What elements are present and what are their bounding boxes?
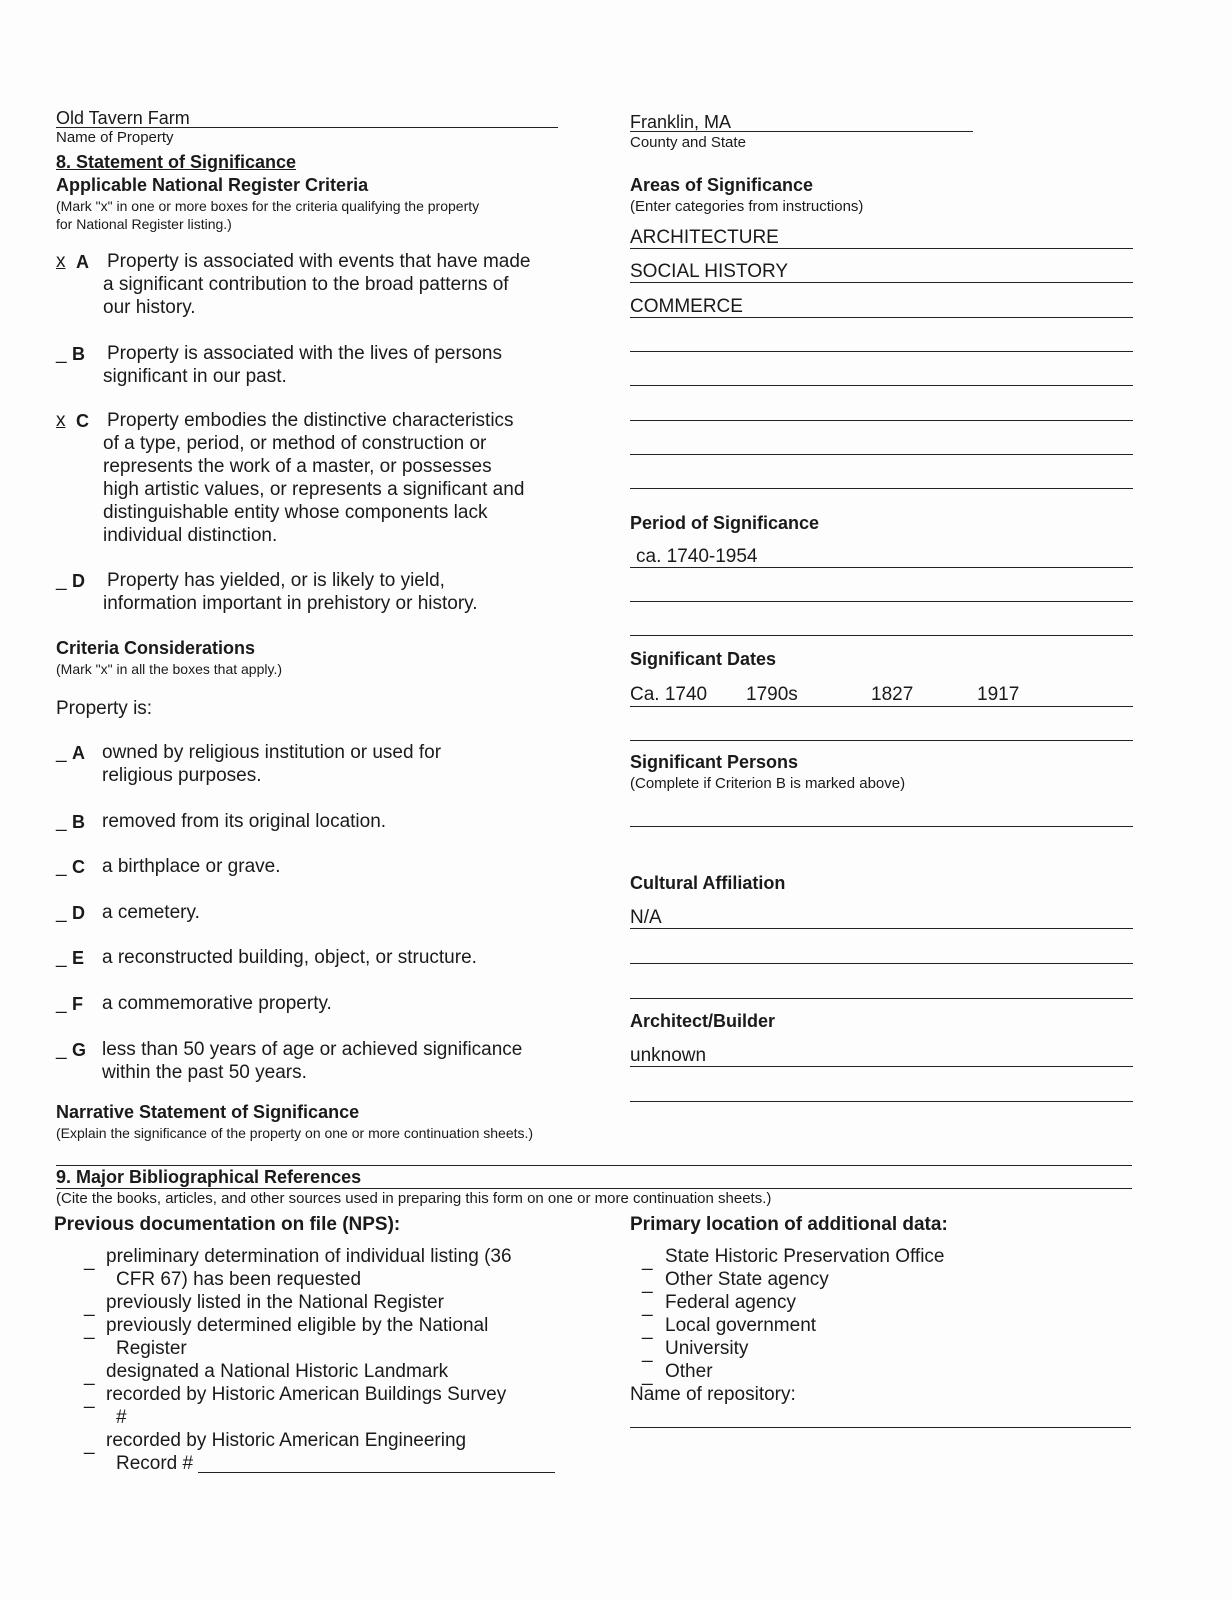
primary-location-label: State Historic Preservation Office	[665, 1246, 945, 1267]
prev-doc-mark: _	[84, 1296, 95, 1317]
primary-location-label: Other	[665, 1361, 713, 1382]
criterion-text-line: represents the work of a master, or possesses	[103, 456, 492, 477]
consideration-text-line: less than 50 years of age or achieved significance	[102, 1039, 523, 1060]
primary-location-label: Federal agency	[665, 1292, 796, 1313]
consideration-mark: _	[56, 856, 67, 877]
considerations-instruction: (Mark "x" in all the boxes that apply.)	[56, 661, 282, 677]
architect-builder-value: unknown	[630, 1045, 707, 1066]
consideration-letter: E	[72, 948, 85, 968]
persons-instruction: (Complete if Criterion B is marked above)	[630, 775, 906, 792]
property-name-label: Name of Property	[56, 129, 174, 146]
criterion-letter: B	[72, 344, 85, 364]
prev-doc-mark: _	[84, 1388, 95, 1409]
consideration-text-line: owned by religious institution or used for	[102, 742, 442, 763]
prev-doc-mark: _	[84, 1319, 95, 1340]
prev-doc-text-line: previously determined eligible by the National	[106, 1315, 489, 1336]
criterion-text-line: Property has yielded, or is likely to yield,	[107, 570, 445, 591]
property-name-value: Old Tavern Farm	[56, 108, 190, 128]
area-of-significance-value: ARCHITECTURE	[630, 227, 779, 248]
persons-line	[630, 826, 1133, 827]
areas-heading: Areas of Significance	[630, 175, 814, 195]
area-of-significance-value: COMMERCE	[630, 295, 743, 317]
architect-heading: Architect/Builder	[630, 1011, 776, 1031]
prev-doc-text-line: Record #	[116, 1453, 194, 1474]
primary-location-mark: _	[642, 1319, 653, 1340]
consideration-text-line: removed from its original location.	[102, 811, 387, 832]
areas-instruction: (Enter categories from instructions)	[630, 198, 864, 215]
criterion-text-line: individual distinction.	[103, 525, 278, 546]
criterion-text-line: Property is associated with events that have made	[107, 251, 531, 272]
consideration-letter: B	[72, 812, 85, 832]
narrative-instruction: (Explain the significance of the property on one or more continuation sheets.)	[56, 1125, 534, 1141]
prev-doc-mark: _	[84, 1434, 95, 1455]
cultural-affiliation-line	[630, 928, 1133, 929]
record-number-line	[198, 1472, 555, 1473]
area-of-significance-line	[630, 385, 1133, 386]
criterion-text-line: distinguishable entity whose components lack	[103, 502, 488, 523]
dates-heading: Significant Dates	[630, 649, 777, 669]
primary-location-label: Local government	[665, 1315, 817, 1336]
county-state-label: County and State	[630, 134, 746, 151]
prev-doc-text-line: recorded by Historic American Buildings Survey	[106, 1384, 507, 1405]
considerations-heading: Criteria Considerations	[56, 638, 256, 658]
criterion-mark: x	[56, 251, 66, 272]
prev-doc-mark: _	[84, 1365, 95, 1386]
period-of-significance-value: ca. 1740-1954	[636, 546, 758, 567]
section-divider-bottom	[56, 1188, 1132, 1189]
dates-line-1	[630, 706, 1133, 707]
period-heading: Period of Significance	[630, 513, 820, 533]
repository-line	[630, 1427, 1131, 1428]
criterion-letter: A	[76, 252, 89, 272]
consideration-mark: _	[56, 993, 67, 1014]
criterion-text-line: high artistic values, or represents a significant and	[103, 479, 525, 500]
county-state-line	[630, 131, 973, 132]
area-of-significance-line	[630, 351, 1133, 352]
section9-title: 9. Major Bibliographical References	[56, 1167, 362, 1187]
consideration-mark: _	[56, 1039, 67, 1060]
consideration-letter: G	[72, 1040, 87, 1060]
cultural-affiliation-line	[630, 998, 1133, 999]
primary-location-mark: _	[642, 1273, 653, 1294]
consideration-letter: D	[72, 903, 85, 923]
area-of-significance-line	[630, 454, 1133, 455]
cultural-affiliation-value: N/A	[630, 907, 662, 928]
prev-doc-text-line: designated a National Historic Landmark	[106, 1361, 449, 1382]
prev-doc-text-line: previously listed in the National Register	[106, 1292, 444, 1313]
area-of-significance-line	[630, 420, 1133, 421]
criterion-text-line: Property embodies the distinctive characteristics	[107, 410, 514, 431]
property-is-label: Property is:	[56, 698, 153, 719]
cultural-affiliation-line	[630, 963, 1133, 964]
criteria-heading: Applicable National Register Criteria	[56, 175, 369, 195]
narrative-heading: Narrative Statement of Significance	[56, 1102, 360, 1122]
architect-builder-line	[630, 1066, 1133, 1067]
criterion-text-line: a significant contribution to the broad patterns of	[103, 274, 509, 295]
consideration-letter: F	[72, 994, 83, 1014]
primary-location-label: University	[665, 1338, 749, 1359]
section8-title: 8. Statement of Significance	[56, 152, 297, 172]
prev-documentation-heading: Previous documentation on file (NPS):	[54, 1214, 401, 1235]
prev-doc-text-line: preliminary determination of individual listing (36	[106, 1246, 512, 1267]
significant-date-2: 1790s	[746, 684, 798, 705]
dates-line-2	[630, 740, 1133, 741]
prev-doc-text-line: recorded by Historic American Engineering	[106, 1430, 467, 1451]
area-of-significance-value: SOCIAL HISTORY	[630, 261, 789, 283]
criterion-letter: D	[72, 571, 85, 591]
section9-instruction: (Cite the books, articles, and other sources used in preparing this form on one or more continuation sheets.)	[56, 1190, 772, 1207]
primary-location-mark: _	[642, 1342, 653, 1363]
repository-label: Name of repository:	[630, 1384, 796, 1405]
criterion-mark: x	[56, 410, 66, 431]
criterion-text-line: our history.	[103, 297, 196, 318]
primary-location-mark: _	[642, 1296, 653, 1317]
area-of-significance-line	[630, 248, 1133, 249]
area-of-significance-line	[630, 317, 1133, 318]
consideration-mark: _	[56, 742, 67, 763]
prev-doc-text-line: Register	[116, 1338, 187, 1359]
criterion-text-line: significant in our past.	[103, 366, 287, 387]
criterion-text-line: Property is associated with the lives of persons	[107, 343, 502, 364]
primary-location-heading: Primary location of additional data:	[630, 1214, 948, 1235]
prev-doc-text-line: #	[116, 1407, 127, 1428]
period-of-significance-line	[630, 567, 1133, 568]
consideration-text-line: religious purposes.	[102, 765, 262, 786]
persons-heading: Significant Persons	[630, 752, 799, 772]
significant-date-4: 1917	[977, 684, 1020, 705]
architect-builder-line	[630, 1101, 1133, 1102]
criteria-instruction-1: (Mark "x" in one or more boxes for the criteria qualifying the property	[56, 198, 480, 214]
prev-doc-text-line: CFR 67) has been requested	[116, 1269, 362, 1290]
area-of-significance-line	[630, 488, 1133, 489]
criterion-mark: _	[56, 343, 67, 364]
criterion-mark: _	[56, 570, 67, 591]
consideration-mark: _	[56, 947, 67, 968]
consideration-letter: C	[72, 857, 85, 877]
consideration-letter: A	[72, 743, 85, 763]
cultural-heading: Cultural Affiliation	[630, 873, 786, 893]
prev-doc-mark: _	[84, 1250, 95, 1271]
primary-location-mark: _	[642, 1250, 653, 1271]
criteria-instruction-2: for National Register listing.)	[56, 216, 232, 232]
period-of-significance-line	[630, 635, 1133, 636]
county-state-value: Franklin, MA	[630, 112, 732, 132]
period-of-significance-line	[630, 601, 1133, 602]
criterion-text-line: of a type, period, or method of construction or	[103, 433, 487, 454]
significant-date-3: 1827	[871, 684, 914, 705]
primary-location-label: Other State agency	[665, 1269, 829, 1290]
property-name-line	[56, 127, 558, 128]
section-divider-top	[56, 1165, 1132, 1166]
consideration-text-line: within the past 50 years.	[102, 1062, 307, 1083]
consideration-mark: _	[56, 902, 67, 923]
area-of-significance-line	[630, 282, 1133, 283]
consideration-text-line: a cemetery.	[102, 902, 200, 923]
significant-date-1: Ca. 1740	[630, 684, 708, 705]
criterion-letter: C	[76, 411, 89, 431]
primary-location-mark: _	[642, 1365, 653, 1386]
consideration-mark: _	[56, 811, 67, 832]
consideration-text-line: a reconstructed building, object, or structure.	[102, 947, 477, 968]
criterion-text-line: information important in prehistory or history.	[103, 593, 478, 614]
consideration-text-line: a birthplace or grave.	[102, 856, 281, 877]
consideration-text-line: a commemorative property.	[102, 993, 332, 1014]
